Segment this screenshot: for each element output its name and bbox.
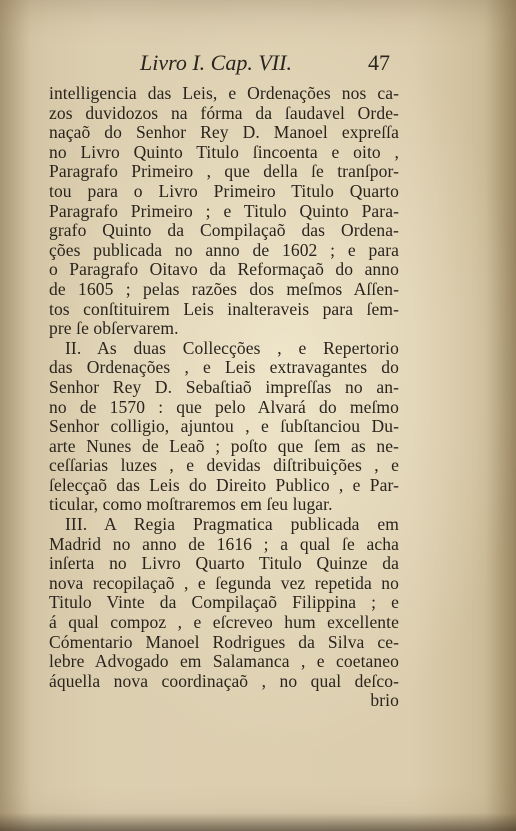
catchword: brio — [370, 690, 399, 711]
text-line: Cómentario Manoel Rodrigues da Silva ce- — [49, 631, 399, 652]
text-line: no Livro Quinto Titulo ſincoenta e oito , — [49, 141, 399, 162]
text-line: no de 1570 : que pelo Alvará do meſmo — [49, 396, 399, 417]
text-line: Senhor colligio, ajuntou , e ſubſtanciou Du- — [49, 416, 399, 437]
text-line: inſerta no Livro Quarto Titulo Quinze da — [49, 553, 399, 574]
text-line: á qual compoz , e eſcreveo hum excellente — [49, 612, 399, 633]
text-line: Paragrafo Primeiro , que della ſe tranſpor- — [49, 161, 399, 182]
paragraph-start-line: III. A Regia Pragmatica publicada em — [65, 514, 399, 535]
text-line: ticular, como moſtraremos em ſeu lugar. — [49, 494, 333, 515]
text-line: intelligencia das Leis, e Ordenações nos ca- — [49, 83, 399, 103]
text-line: ções publicada no anno de 1602 ; e para — [49, 239, 399, 260]
text-line: Madrid no anno de 1616 ; a qual ſe acha — [49, 533, 399, 554]
running-title: Livro I. Cap. VII. — [140, 50, 292, 75]
text-line: ceſſarias luzes , e devidas diſtribuições , e — [49, 455, 399, 476]
text-line: Senhor Rey D. Sebaſtiaõ impreſſas no an- — [49, 376, 399, 397]
page-number: 47 — [368, 50, 390, 75]
text-line: tos conſtituirem Leis inalteraveis para ſem- — [49, 298, 399, 319]
text-line: Paragrafo Primeiro ; e Titulo Quinto Para- — [49, 200, 399, 221]
text-line: pre ſe obſervarem. — [49, 318, 179, 339]
text-line: das Ordenações , e Leis extravagantes do — [49, 357, 399, 378]
page-header — [140, 50, 390, 80]
text-line: arte Nunes de Leaõ ; poſto que ſem as ne- — [49, 435, 399, 456]
paragraph-start-line: II. As duas Collecções , e Repertorio — [65, 337, 399, 358]
text-line: ſelecçaõ das Leis do Direito Publico , e Par- — [49, 474, 399, 495]
text-line: zos duvidozos na fórma da ſaudavel Orde- — [49, 102, 399, 123]
text-line: nova recopilaçaõ , e ſegunda vez repetida no — [49, 572, 399, 593]
text-line: Titulo Vinte da Compilaçaõ Filippina ; e — [49, 592, 399, 613]
text-line: tou para o Livro Primeiro Titulo Quarto — [49, 180, 399, 201]
text-line: de 1605 ; pelas razões dos meſmos Aſſen- — [49, 278, 399, 299]
text-line: grafo Quinto da Compilaçaõ das Ordena- — [49, 220, 399, 241]
text-line: o Paragrafo Oitavo da Reformaçaõ do anno — [49, 259, 399, 280]
text-line: lebre Advogado em Salamanca , e coetaneo — [49, 651, 399, 672]
text-line: áquella nova coordinaçaõ , no qual deſco- — [49, 670, 399, 691]
body-text — [49, 84, 399, 711]
text-line: naçaõ do Senhor Rey D. Manoel expreſſa — [49, 122, 399, 143]
